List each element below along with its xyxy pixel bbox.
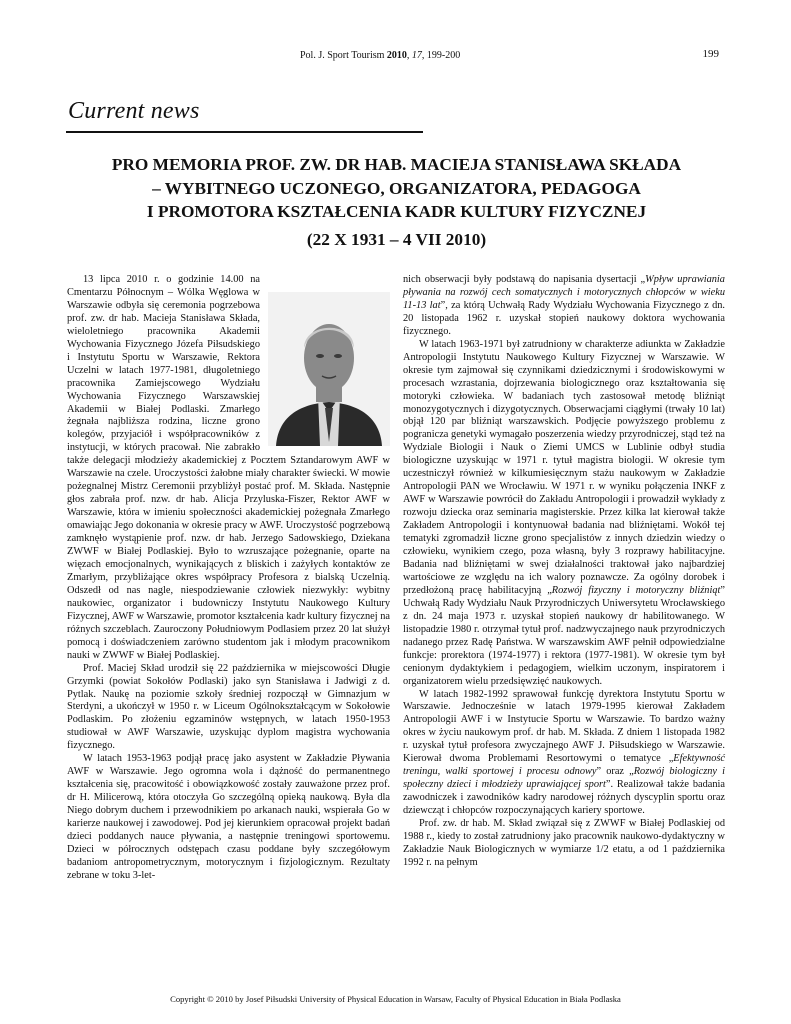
journal-year: 2010: [386, 50, 407, 61]
title-line: I PROMOTORA KSZTAŁCENIA KADR KULTURY FIZYCZNEJ: [146, 202, 647, 221]
body-paragraph: [403, 689, 725, 819]
journal-pages: , 199-200: [421, 50, 461, 61]
body-paragraph: W latach 1953-1963 podjął pracę jako asystent w Zakładzie Pływania AWF w Warszawie. Jego ogromna wola i dążność do permanentnego kształcenia się, pracowitość i obowiązkowość zostały zauważone przez prof. dr H. Milicerową, która otoczyła Go szczególną opieką naukową. Była dla Niego dobrym duchem i przewodnikiem po arkanach nauki, wspierała Go w karierze naukowej i zawodowej. Pod jej kierunkiem opracował projekt badań dzieci poddanych nauce pływania, a następnie treningowi sportowemu. Dzieci w półrocznych odstępach czasu poddane były szczegółowym badaniom antropometrycznym, motorycznym i fizjologicznym. Rezultaty zebrane w toku 3-let-: [67, 753, 390, 881]
text-run: W latach 1963-1971 był zatrudniony w charakterze adiunkta w Zakładzie Antropologii Instytutu Naukowego Kultury Fizycznej w Warszawie. W okresie tym zajmował się czynnikami dziedzicznymi i środowiskowymi w procesach wzrastania, dojrzewania biologicznego oraz kształtowania się motoryki człowieka. W badaniach tych zastosował metodę bliźniąt monozygotycznych i dizygotycznych. Obserwacjami ciągłymi (trwały 10 lat) objął 120 par bliźniąt warszawskich. Podjęcie powyższego problemu z pogranicza genetyki wymagało poszerzenia wiedzy przyrodniczej, stąd też na Wydziale Biologii i Nauk o Ziemi UMCS w Lublinie odbył studia biologiczne uzyskując w 1971 r. tytuł magistra biologii. W okresie tym uczestniczył również w kilkumiesięcznym stażu naukowym w Zakładzie Antropologii PAN we Wrocławiu. W 1971 r. w wyniku połączenia INKF z AWF w Warszawie powrócił do Zakładu Antropologii i prowadził wykłady z rozwoju dziecka oraz seminaria magisterskie. Przez kilka lat kierował także Zakładem Antropologii i kontynuował badania nad bliźniętami. Wokół tej tematyki zgromadził liczne grono specjalistów z innych dziedzin wiedzy o człowieku, wynikiem czego, poza własną, były 3 rozprawy habilitacyjne. Badania nad bliźniętami w swej działalności traktował jako najbardziej wartościowe ze względu na ich walory poznawcze. Za ogólny dorobek i przedłożoną pracę habilitacyjną „: [403, 338, 725, 596]
text-run: ” oraz „: [596, 766, 634, 778]
section-rule: [66, 131, 423, 133]
body-paragraph: Prof. zw. dr hab. M. Skład związał się z ZWWF w Białej Podlaskiej od 1988 r., kiedy to został zatrudniony jako pracownik naukowo-dydaktyczny w Zakładzie Nauk Biologicznych w wymiarze 1/2 etatu, a od 1 października 1992 r. na pełnym: [403, 818, 725, 868]
problem-title: Efektywność treningu, walki sportowej i procesu odnowy: [403, 753, 725, 778]
body-paragraph: [403, 339, 725, 689]
page-number: 199: [702, 48, 719, 60]
text-run: W latach 1982-1992 sprawował funkcję dyrektora Instytutu Sportu w Warszawie. Jednocześnie w latach 1979-1995 kierował Zakładem Antropologii AWF i w Instytucie Sportu w Warszawie. To bardzo ważny okres w życiu naukowym prof. dr hab. M. Składa. Z dniem 1 listopada 1982 r. uzyskał tytuł profesora zwyczajnego AWF J. Piłsudskiego w Warszawie. Kierował dwoma Problemami Resortowymi o tematyce „: [403, 688, 725, 765]
text-run: ”. Realizował także badania zawodniczek i zawodników kadry narodowej różnych dyscyplin sportu oraz dziewcząt i chłopców rozpoczynających kariery sportowe.: [403, 779, 725, 817]
body-paragraph: Prof. Maciej Skład urodził się 22 października w miejscowości Długie Grzymki (powiat Sokołów Podlaski) jako syn Stanisława i Jadwigi z d. Pytlak. Naukę na poziomie szkoły średniej rozpoczął w Gimnazjum w Sterdyni, a ukończył w 1950 r. w Liceum Ogólnokształcącym w Sokołowie Podlaskim. Po złożeniu egzaminów wstępnych, w latach 1950-1953 studiował w AWF Warszawie, uzyskując dyplom magistra wychowania fizycznego.: [67, 662, 390, 752]
title-line: PRO MEMORIA PROF. ZW. DR HAB. MACIEJA STANISŁAWA SKŁADA: [111, 155, 682, 174]
dissertation-title: Wpływ uprawiania pływania na rozwój cech somatycznych i motorycznych chłopców w wieku 11-13 lat: [403, 274, 725, 311]
portrait-image: [268, 292, 390, 446]
footer-copyright: Copyright © 2010 by Josef Piłsudski University of Physical Education in Warsaw, Faculty of Physical Education in Biała Podlaska: [170, 994, 621, 1004]
left-column: [67, 274, 390, 883]
article-dates: (22 X 1931 – 4 VII 2010): [306, 230, 487, 249]
article-title: [70, 153, 723, 224]
text-run: nich obserwacji były podstawą do napisania dysertacji „: [403, 274, 646, 285]
body-paragraph: [403, 274, 725, 339]
habilitation-title: Rozwój fizyczny i motoryczny bliźniąt: [551, 584, 721, 596]
section-title: Current news: [68, 98, 200, 124]
problem-title: Rozwój biologiczny i społeczny dzieci i młodzieży uprawiającej sport: [403, 766, 725, 791]
text-run: ” Uchwałą Rady Wydziału Nauk Przyrodniczych Uniwersytetu Wrocławskiego z dn. 24 maja 1973 r. uzyskał stopień naukowy dr habilitowanego. W listopadzie 1980 r. otrzymał tytuł prof. nadzwyczajnego nauk przyrodniczych nadanego przez Radę Państwa. W warszawskim AWF pełnił odpowiedzialne funkcje: prorektora (1974-1977) i rektora (1977-1981). W okresie tym był cenionym dydaktykiem i pedagogiem, wielkim uczonym, inspiratorem i organizatorem wielu przedsięwzięć naukowych.: [403, 584, 725, 687]
right-column: [403, 274, 725, 870]
title-line: – WYBITNEGO UCZONEGO, ORGANIZATORA, PEDAGOGA: [152, 178, 641, 198]
text-run: ”, za którą Uchwałą Rady Wydziału Wychowania Fizycznego z dn. 20 listopada 1962 r. uzyskał stopień naukowy doktora wychowania fizycznego.: [403, 299, 725, 337]
separator: ,: [406, 50, 412, 61]
running-head: [300, 50, 680, 61]
journal-name: Pol. J. Sport Tourism: [300, 50, 387, 61]
body-paragraph: 13 lipca 2010 r. o godzinie 14.00 na Cmentarzu Północnym – Wólka Węglowa w Warszawie odbyła się ceremonia pogrzebowa prof. zw. dr hab. Macieja Stanisława Składa, wieloletniego pracownika Akademii Wychowania Fizycznego Józefa Piłsudskiego i Instytutu Sportu w Warszawie, Rektora Uczelni w latach 1977-1981, długoletniego pracownika Zamiejscowego Wydziału Wychowania Fizycznego Warszawskiej Akademii w Białej Podlaski. Zmarłego żegnała najbliższa rodzina, liczne grono kolegów, przyjaciół i współpracowników z instytucji, w których pracował. Nie zabrakło także delegacji młodzieży akademickiej z Pocztem Sztandarowym AWF w Warszawie na czele. Uroczystości żałobne miały charakter świecki. W mowie pożegnalnej Mistrz Ceremonii przybliżył postać prof. M. Składa. Następnie głos zabrała prof. nzw. dr hab. Alicja Przyluska-Fiszer, Rektor AWF w Warszawie, która w imieniu społeczności akademickiej pożegnała Zmarłego omawiając Jego dokonania w okresie pracy w AWF. Uroczystość pogrzebową zamknęło wystąpienie prof. nzw. dr hab. Jerzego Sadowskiego, Dziekana ZWWF w Białej Podlaskiej. Było to wzruszające pożegnanie, oparte na więzach emocjonalnych, wynikających z bliskich i zażyłych kontaktów ze Zmarłym, przybliżające okres współpracy Profesora z bialską Uczelnią. Odszedł od nas nagle, niespodziewanie człowiek niezwykły: wybitny naukowiec, organizator i budowniczy Instytutu Naukowego Kultury Fizycznej, AWF w Warszawie, promotor kształcenia kadr kultury fizycznej na różnych szczeblach. Zauroczony Południowym Podlasiem przez 20 lat służył pomocą i doświadczeniem zarówno studentom jak i młodym pracownikom nauki w ZWWF w Białej Podlaskiej.: [67, 274, 390, 661]
portrait-photo: [268, 292, 390, 446]
journal-volume: 17: [411, 50, 422, 61]
